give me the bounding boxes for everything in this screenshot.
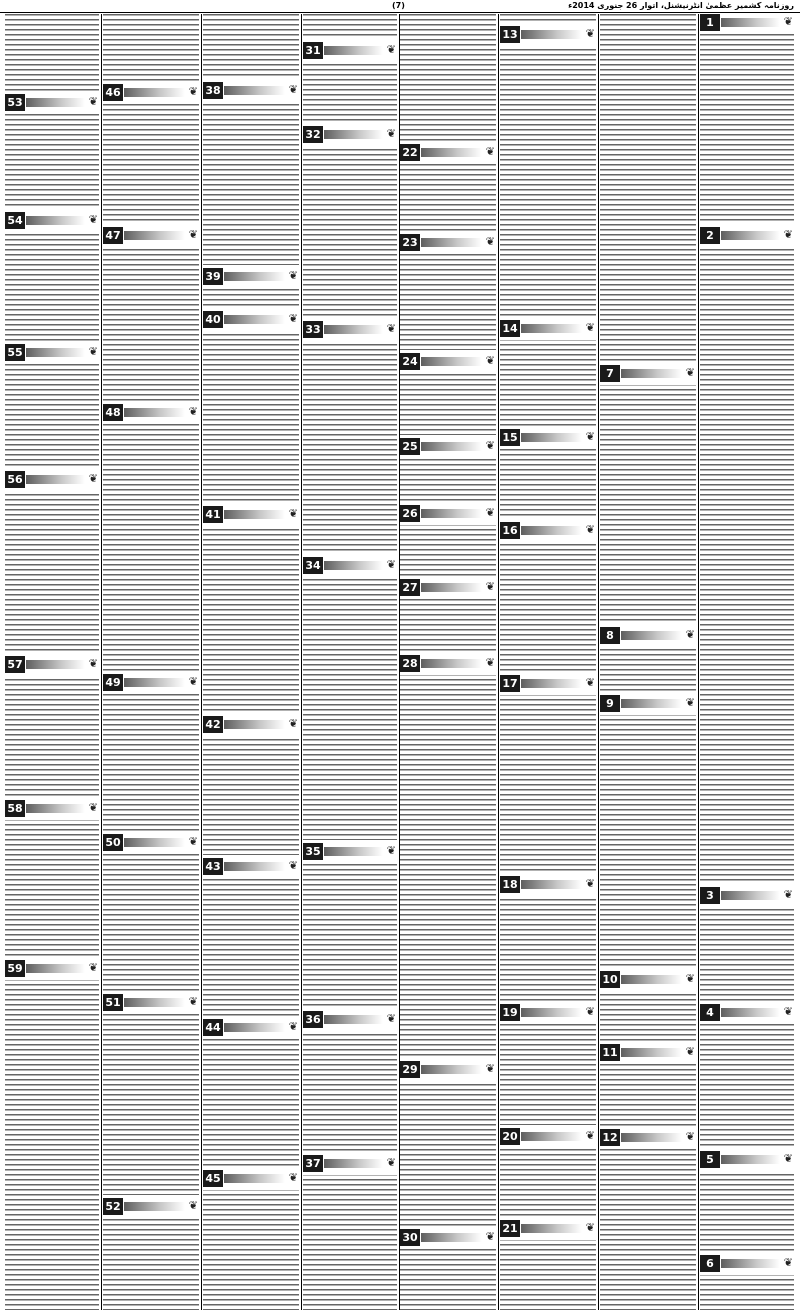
item-heading bbox=[203, 311, 299, 328]
heading-gradient-bar bbox=[224, 315, 285, 324]
article-text bbox=[700, 14, 794, 1310]
column-rule bbox=[101, 14, 102, 1310]
item-heading bbox=[400, 1229, 496, 1246]
leaf-ornament-icon: ❦ bbox=[485, 439, 495, 452]
item-heading bbox=[400, 579, 496, 596]
item-heading bbox=[103, 84, 199, 101]
column-rule bbox=[399, 14, 400, 1310]
item-heading bbox=[5, 94, 99, 111]
heading-gradient-bar bbox=[26, 216, 85, 225]
item-heading bbox=[5, 800, 99, 817]
heading-gradient-bar bbox=[324, 1015, 383, 1024]
item-heading bbox=[400, 438, 496, 455]
leaf-ornament-icon: ❦ bbox=[386, 127, 396, 140]
item-number-badge: 31 bbox=[303, 42, 323, 59]
leaf-ornament-icon: ❦ bbox=[288, 83, 298, 96]
leaf-ornament-icon: ❦ bbox=[485, 580, 495, 593]
item-number-badge: 51 bbox=[103, 994, 123, 1011]
item-heading bbox=[500, 1128, 596, 1145]
heading-gradient-bar bbox=[421, 238, 482, 247]
item-number-badge: 27 bbox=[400, 579, 420, 596]
item-heading bbox=[400, 655, 496, 672]
item-heading bbox=[700, 227, 794, 244]
item-number-badge: 3 bbox=[700, 887, 720, 904]
item-heading bbox=[103, 834, 199, 851]
article-text bbox=[203, 14, 299, 1310]
item-number-badge: 57 bbox=[5, 656, 25, 673]
leaf-ornament-icon: ❦ bbox=[685, 628, 695, 641]
item-heading bbox=[400, 234, 496, 251]
leaf-ornament-icon: ❦ bbox=[585, 430, 595, 443]
item-number-badge: 44 bbox=[203, 1019, 223, 1036]
item-number-badge: 29 bbox=[400, 1061, 420, 1078]
heading-gradient-bar bbox=[721, 1008, 780, 1017]
item-heading bbox=[303, 557, 397, 574]
item-number-badge: 46 bbox=[103, 84, 123, 101]
item-heading bbox=[700, 14, 794, 31]
item-number-badge: 12 bbox=[600, 1129, 620, 1146]
item-number-badge: 42 bbox=[203, 716, 223, 733]
column-rule bbox=[301, 14, 302, 1310]
item-number-badge: 14 bbox=[500, 320, 520, 337]
item-number-badge: 48 bbox=[103, 404, 123, 421]
item-heading bbox=[103, 994, 199, 1011]
item-number-badge: 59 bbox=[5, 960, 25, 977]
leaf-ornament-icon: ❦ bbox=[386, 1156, 396, 1169]
article-text bbox=[303, 14, 397, 1310]
heading-gradient-bar bbox=[224, 1023, 285, 1032]
item-number-badge: 58 bbox=[5, 800, 25, 817]
leaf-ornament-icon: ❦ bbox=[485, 656, 495, 669]
heading-gradient-bar bbox=[124, 1202, 185, 1211]
heading-gradient-bar bbox=[421, 509, 482, 518]
leaf-ornament-icon: ❦ bbox=[288, 269, 298, 282]
heading-gradient-bar bbox=[721, 231, 780, 240]
leaf-ornament-icon: ❦ bbox=[685, 696, 695, 709]
item-heading bbox=[5, 471, 99, 488]
item-heading bbox=[203, 82, 299, 99]
item-number-badge: 2 bbox=[700, 227, 720, 244]
item-heading bbox=[600, 627, 696, 644]
item-number-badge: 22 bbox=[400, 144, 420, 161]
column-rule bbox=[498, 14, 499, 1310]
leaf-ornament-icon: ❦ bbox=[386, 558, 396, 571]
item-heading bbox=[500, 1004, 596, 1021]
leaf-ornament-icon: ❦ bbox=[288, 717, 298, 730]
item-number-badge: 9 bbox=[600, 695, 620, 712]
leaf-ornament-icon: ❦ bbox=[188, 85, 198, 98]
item-number-badge: 21 bbox=[500, 1220, 520, 1237]
heading-gradient-bar bbox=[521, 1008, 582, 1017]
heading-gradient-bar bbox=[621, 975, 682, 984]
heading-gradient-bar bbox=[421, 442, 482, 451]
leaf-ornament-icon: ❦ bbox=[783, 228, 793, 241]
item-number-badge: 56 bbox=[5, 471, 25, 488]
leaf-ornament-icon: ❦ bbox=[88, 95, 98, 108]
leaf-ornament-icon: ❦ bbox=[188, 228, 198, 241]
item-number-badge: 1 bbox=[700, 14, 720, 31]
item-number-badge: 43 bbox=[203, 858, 223, 875]
item-number-badge: 47 bbox=[103, 227, 123, 244]
item-heading bbox=[600, 971, 696, 988]
leaf-ornament-icon: ❦ bbox=[685, 1130, 695, 1143]
leaf-ornament-icon: ❦ bbox=[188, 835, 198, 848]
item-heading bbox=[5, 212, 99, 229]
item-heading bbox=[303, 1011, 397, 1028]
heading-gradient-bar bbox=[421, 148, 482, 157]
item-number-badge: 6 bbox=[700, 1255, 720, 1272]
article-text bbox=[600, 14, 696, 1310]
item-heading bbox=[600, 365, 696, 382]
item-number-badge: 19 bbox=[500, 1004, 520, 1021]
item-number-badge: 53 bbox=[5, 94, 25, 111]
heading-gradient-bar bbox=[521, 30, 582, 39]
item-number-badge: 39 bbox=[203, 268, 223, 285]
item-number-badge: 45 bbox=[203, 1170, 223, 1187]
heading-gradient-bar bbox=[421, 357, 482, 366]
leaf-ornament-icon: ❦ bbox=[88, 961, 98, 974]
column-1 bbox=[700, 14, 794, 1310]
heading-gradient-bar bbox=[26, 475, 85, 484]
leaf-ornament-icon: ❦ bbox=[585, 1221, 595, 1234]
item-heading bbox=[103, 1198, 199, 1215]
heading-gradient-bar bbox=[521, 433, 582, 442]
leaf-ornament-icon: ❦ bbox=[188, 675, 198, 688]
leaf-ornament-icon: ❦ bbox=[88, 213, 98, 226]
item-number-badge: 23 bbox=[400, 234, 420, 251]
heading-gradient-bar bbox=[421, 659, 482, 668]
item-number-badge: 33 bbox=[303, 321, 323, 338]
item-heading bbox=[203, 716, 299, 733]
item-number-badge: 54 bbox=[5, 212, 25, 229]
heading-gradient-bar bbox=[421, 1065, 482, 1074]
item-heading bbox=[400, 353, 496, 370]
item-heading bbox=[500, 1220, 596, 1237]
heading-gradient-bar bbox=[224, 272, 285, 281]
heading-gradient-bar bbox=[224, 86, 285, 95]
leaf-ornament-icon: ❦ bbox=[188, 995, 198, 1008]
heading-gradient-bar bbox=[324, 130, 383, 139]
item-heading bbox=[303, 126, 397, 143]
leaf-ornament-icon: ❦ bbox=[485, 506, 495, 519]
masthead: روزنامہ کشمیر عظمیٰ انٹرنیشنل، اتوار 26 جنوری 2014ء bbox=[568, 1, 794, 10]
item-number-badge: 16 bbox=[500, 522, 520, 539]
article-text bbox=[500, 14, 596, 1310]
item-number-badge: 26 bbox=[400, 505, 420, 522]
item-heading bbox=[600, 695, 696, 712]
item-heading bbox=[700, 1255, 794, 1272]
leaf-ornament-icon: ❦ bbox=[288, 312, 298, 325]
column-2 bbox=[600, 14, 696, 1310]
item-heading bbox=[400, 144, 496, 161]
heading-gradient-bar bbox=[26, 660, 85, 669]
item-number-badge: 34 bbox=[303, 557, 323, 574]
heading-gradient-bar bbox=[26, 348, 85, 357]
heading-gradient-bar bbox=[621, 631, 682, 640]
item-heading bbox=[303, 321, 397, 338]
item-number-badge: 38 bbox=[203, 82, 223, 99]
item-number-badge: 4 bbox=[700, 1004, 720, 1021]
heading-gradient-bar bbox=[721, 891, 780, 900]
leaf-ornament-icon: ❦ bbox=[485, 235, 495, 248]
heading-gradient-bar bbox=[521, 1132, 582, 1141]
leaf-ornament-icon: ❦ bbox=[485, 1062, 495, 1075]
item-heading bbox=[500, 320, 596, 337]
heading-gradient-bar bbox=[224, 720, 285, 729]
page-header bbox=[0, 0, 800, 13]
heading-gradient-bar bbox=[621, 699, 682, 708]
heading-gradient-bar bbox=[124, 88, 185, 97]
column-3 bbox=[500, 14, 596, 1310]
item-heading bbox=[400, 505, 496, 522]
item-number-badge: 13 bbox=[500, 26, 520, 43]
item-number-badge: 25 bbox=[400, 438, 420, 455]
column-8 bbox=[5, 14, 99, 1310]
item-number-badge: 11 bbox=[600, 1044, 620, 1061]
item-number-badge: 17 bbox=[500, 675, 520, 692]
page-number: (7) bbox=[392, 1, 405, 10]
item-heading bbox=[303, 42, 397, 59]
heading-gradient-bar bbox=[124, 998, 185, 1007]
leaf-ornament-icon: ❦ bbox=[485, 354, 495, 367]
item-heading bbox=[500, 876, 596, 893]
item-number-badge: 35 bbox=[303, 843, 323, 860]
leaf-ornament-icon: ❦ bbox=[585, 1005, 595, 1018]
heading-gradient-bar bbox=[224, 510, 285, 519]
leaf-ornament-icon: ❦ bbox=[783, 888, 793, 901]
heading-gradient-bar bbox=[26, 98, 85, 107]
heading-gradient-bar bbox=[621, 369, 682, 378]
leaf-ornament-icon: ❦ bbox=[685, 366, 695, 379]
heading-gradient-bar bbox=[721, 18, 780, 27]
column-4 bbox=[400, 14, 496, 1310]
item-heading bbox=[400, 1061, 496, 1078]
item-heading bbox=[303, 843, 397, 860]
leaf-ornament-icon: ❦ bbox=[288, 1020, 298, 1033]
heading-gradient-bar bbox=[324, 1159, 383, 1168]
heading-gradient-bar bbox=[26, 964, 85, 973]
column-rule bbox=[201, 14, 202, 1310]
item-heading bbox=[700, 887, 794, 904]
item-heading bbox=[500, 26, 596, 43]
heading-gradient-bar bbox=[224, 1174, 285, 1183]
leaf-ornament-icon: ❦ bbox=[386, 1012, 396, 1025]
leaf-ornament-icon: ❦ bbox=[585, 523, 595, 536]
item-heading bbox=[203, 506, 299, 523]
heading-gradient-bar bbox=[421, 583, 482, 592]
leaf-ornament-icon: ❦ bbox=[783, 1256, 793, 1269]
heading-gradient-bar bbox=[621, 1048, 682, 1057]
leaf-ornament-icon: ❦ bbox=[88, 472, 98, 485]
column-5 bbox=[303, 14, 397, 1310]
item-heading bbox=[500, 429, 596, 446]
leaf-ornament-icon: ❦ bbox=[188, 405, 198, 418]
item-number-badge: 32 bbox=[303, 126, 323, 143]
column-6 bbox=[203, 14, 299, 1310]
item-heading bbox=[5, 344, 99, 361]
item-heading bbox=[103, 227, 199, 244]
heading-gradient-bar bbox=[324, 561, 383, 570]
leaf-ornament-icon: ❦ bbox=[288, 1171, 298, 1184]
item-number-badge: 30 bbox=[400, 1229, 420, 1246]
item-heading bbox=[203, 1170, 299, 1187]
item-number-badge: 18 bbox=[500, 876, 520, 893]
column-rule bbox=[598, 14, 599, 1310]
heading-gradient-bar bbox=[324, 46, 383, 55]
item-number-badge: 28 bbox=[400, 655, 420, 672]
leaf-ornament-icon: ❦ bbox=[88, 657, 98, 670]
item-heading bbox=[103, 674, 199, 691]
item-number-badge: 24 bbox=[400, 353, 420, 370]
leaf-ornament-icon: ❦ bbox=[783, 1005, 793, 1018]
item-heading bbox=[5, 656, 99, 673]
heading-gradient-bar bbox=[721, 1155, 780, 1164]
heading-gradient-bar bbox=[521, 679, 582, 688]
heading-gradient-bar bbox=[26, 804, 85, 813]
heading-gradient-bar bbox=[521, 526, 582, 535]
heading-gradient-bar bbox=[124, 678, 185, 687]
item-number-badge: 10 bbox=[600, 971, 620, 988]
item-number-badge: 40 bbox=[203, 311, 223, 328]
column-7 bbox=[103, 14, 199, 1310]
leaf-ornament-icon: ❦ bbox=[386, 844, 396, 857]
heading-gradient-bar bbox=[324, 325, 383, 334]
item-heading bbox=[203, 858, 299, 875]
item-number-badge: 55 bbox=[5, 344, 25, 361]
article-text bbox=[103, 14, 199, 1310]
leaf-ornament-icon: ❦ bbox=[585, 1129, 595, 1142]
heading-gradient-bar bbox=[124, 838, 185, 847]
leaf-ornament-icon: ❦ bbox=[88, 345, 98, 358]
heading-gradient-bar bbox=[521, 324, 582, 333]
heading-gradient-bar bbox=[621, 1133, 682, 1142]
leaf-ornament-icon: ❦ bbox=[485, 145, 495, 158]
leaf-ornament-icon: ❦ bbox=[386, 43, 396, 56]
leaf-ornament-icon: ❦ bbox=[685, 1045, 695, 1058]
leaf-ornament-icon: ❦ bbox=[386, 322, 396, 335]
item-heading bbox=[103, 404, 199, 421]
item-heading bbox=[500, 522, 596, 539]
item-heading bbox=[5, 960, 99, 977]
item-number-badge: 8 bbox=[600, 627, 620, 644]
heading-gradient-bar bbox=[124, 408, 185, 417]
item-number-badge: 20 bbox=[500, 1128, 520, 1145]
item-heading bbox=[203, 268, 299, 285]
item-heading bbox=[500, 675, 596, 692]
leaf-ornament-icon: ❦ bbox=[288, 859, 298, 872]
item-heading bbox=[700, 1151, 794, 1168]
column-rule bbox=[698, 14, 699, 1310]
heading-gradient-bar bbox=[324, 847, 383, 856]
item-number-badge: 15 bbox=[500, 429, 520, 446]
item-number-badge: 37 bbox=[303, 1155, 323, 1172]
leaf-ornament-icon: ❦ bbox=[88, 801, 98, 814]
item-heading bbox=[600, 1044, 696, 1061]
item-number-badge: 52 bbox=[103, 1198, 123, 1215]
leaf-ornament-icon: ❦ bbox=[585, 321, 595, 334]
heading-gradient-bar bbox=[521, 1224, 582, 1233]
item-heading bbox=[203, 1019, 299, 1036]
leaf-ornament-icon: ❦ bbox=[783, 15, 793, 28]
heading-gradient-bar bbox=[521, 880, 582, 889]
item-number-badge: 50 bbox=[103, 834, 123, 851]
item-number-badge: 5 bbox=[700, 1151, 720, 1168]
item-number-badge: 7 bbox=[600, 365, 620, 382]
leaf-ornament-icon: ❦ bbox=[585, 676, 595, 689]
leaf-ornament-icon: ❦ bbox=[485, 1230, 495, 1243]
heading-gradient-bar bbox=[124, 231, 185, 240]
heading-gradient-bar bbox=[421, 1233, 482, 1242]
item-number-badge: 41 bbox=[203, 506, 223, 523]
heading-gradient-bar bbox=[721, 1259, 780, 1268]
item-number-badge: 49 bbox=[103, 674, 123, 691]
item-number-badge: 36 bbox=[303, 1011, 323, 1028]
item-heading bbox=[700, 1004, 794, 1021]
leaf-ornament-icon: ❦ bbox=[288, 507, 298, 520]
heading-gradient-bar bbox=[224, 862, 285, 871]
item-heading bbox=[600, 1129, 696, 1146]
leaf-ornament-icon: ❦ bbox=[783, 1152, 793, 1165]
leaf-ornament-icon: ❦ bbox=[188, 1199, 198, 1212]
leaf-ornament-icon: ❦ bbox=[585, 27, 595, 40]
leaf-ornament-icon: ❦ bbox=[685, 972, 695, 985]
leaf-ornament-icon: ❦ bbox=[585, 877, 595, 890]
item-heading bbox=[303, 1155, 397, 1172]
